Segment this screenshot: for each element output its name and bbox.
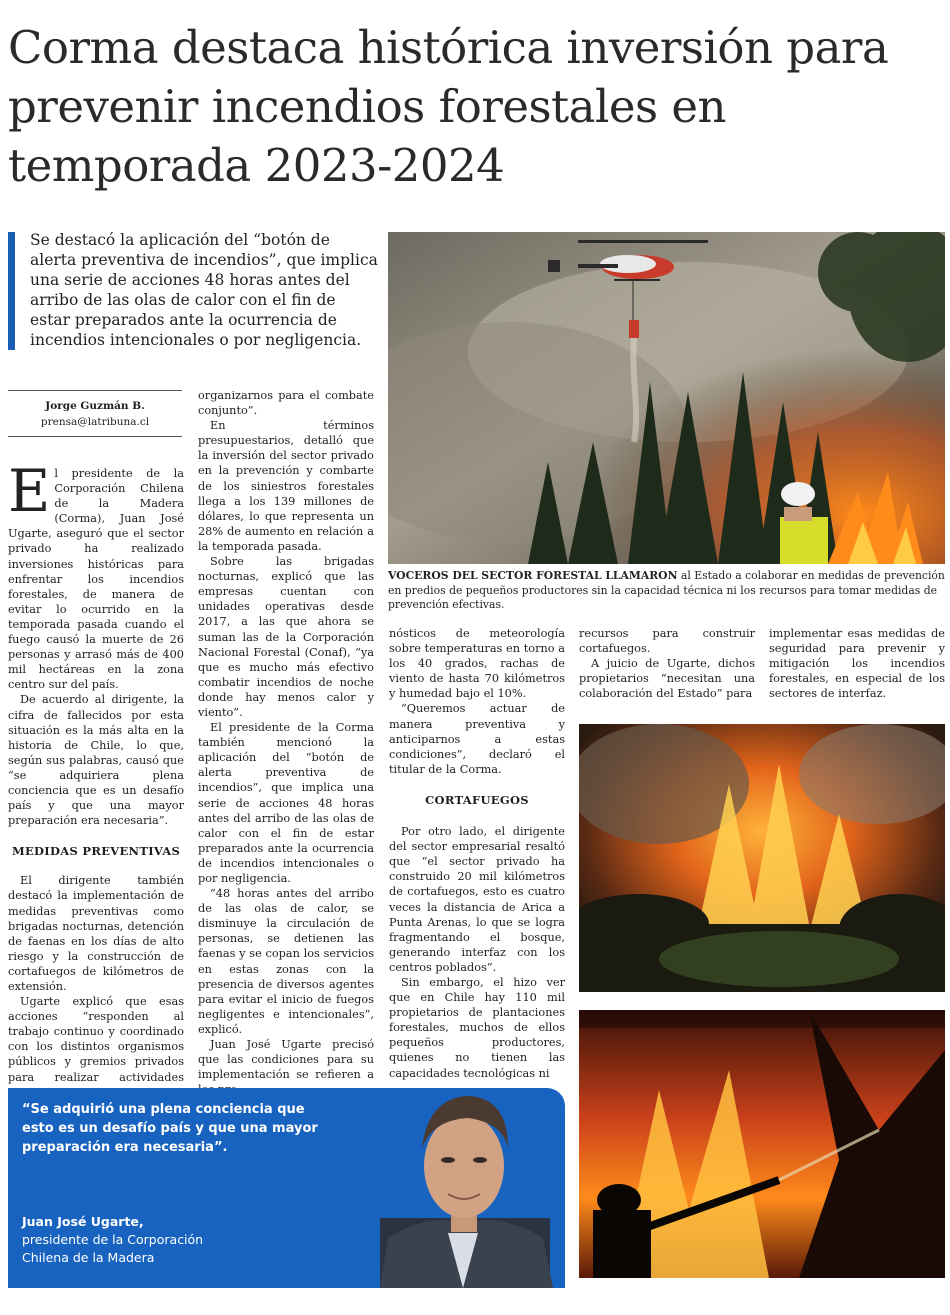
pull-quote-text: “Se adquirió una plena conciencia que esto es un desafío país y que una mayor preparación era necesaria”.: [22, 1102, 318, 1155]
helicopter-fire-image: [388, 232, 945, 564]
lead-accent-bar: [8, 232, 15, 350]
col5-paragraph-1: implementar esas medidas de seguridad para prevenir y mitigación los incendios forestales, en especial de los sectores de interfaz.: [769, 627, 945, 701]
caption-bold-lead: VOCEROS DEL SECTOR FORESTAL LLAMARON: [388, 569, 678, 582]
col1-paragraph-3: El dirigente también destacó la implementación de medidas preventivas como brigadas nocturnas, detención de faenas en los días de alto riesgo y la construcción de cortafuegos de kilómetros de extensión.: [8, 874, 184, 993]
firefighter-image: [579, 1010, 945, 1278]
author-name: Jorge Guzmán B.: [45, 400, 145, 412]
subhead-cortafuegos: CORTAFUEGOS: [425, 792, 529, 807]
photo-firefighter-silhouette: [579, 1010, 945, 1278]
headline: Corma destaca histórica inversión para prevenir incendios forestales en temporada 2023-2024: [8, 21, 889, 192]
photo-caption: [388, 569, 945, 613]
col3-paragraph-2: “Queremos actuar de manera preventiva y anticiparnos a estas condiciones”, declaró el titular de la Corma.: [389, 702, 565, 776]
byline: [8, 398, 182, 430]
col2-paragraph-5: “48 horas antes del arribo de las olas de calor, se disminuye la circulación de personas, se detienen las faenas y se copan los servicios en estas zonas con la presencia de diversos agentes para evitar el inicio de fuegos negligentes e intencionales”, explicó.: [198, 887, 374, 1036]
col1-paragraph-1: l presidente de la Corporación Chilena de la Madera (Corma), Juan José Ugarte, aseguró que el sector privado ha realizado inversiones históricas para enfrentar los incendios forestales, de manera de evitar lo ocurrido en la temporada pasada cuando el fuego causó la muerte de 26 personas y arrasó más de 400 mil hectáreas en la zona centro sur del país.: [8, 467, 184, 692]
quote-author-role: presidente de la Corporación Chilena de la Madera: [22, 1232, 204, 1265]
col3-paragraph-4: Sin embargo, el hizo ver que en Chile hay 110 mil propietarios de plantaciones forestales, muchos de ellos pequeños productores, quienes no tienen las capacidades tecnológicas ni: [389, 975, 565, 1080]
col4-paragraph-1: recursos para construir cortafuegos.: [579, 627, 755, 656]
lead-paragraph: Se destacó la aplicación del “botón de alerta preventiva de incendios”, que implica una serie de acciones 48 horas antes del arribo de las olas de calor con el fin de estar preparados ante la ocurrencia de incendios intencionales o por negligencia.: [30, 231, 378, 349]
col1-paragraph-4: Ugarte explicó que esas acciones “responden al trabajo continuo y coordinado con los distintos organismos públicos y gremios privados para realizar actividades: [8, 995, 184, 1084]
photo-helicopter-forest-fire: [388, 232, 945, 564]
byline-bottom-rule: [8, 436, 182, 437]
article-column-1: [8, 457, 184, 1100]
pull-quote-attribution: [22, 1213, 252, 1267]
col2-paragraph-6: Juan José Ugarte precisó que las condiciones para su implementación se refieren a: [198, 1038, 374, 1082]
author-email: prensa@latribuna.cl: [40, 416, 150, 428]
col2-paragraph-2: En términos presupuestarios, detalló que la inversión del sector privado en la prevención y combarte de los siniestros forestales llega a los 139 millones de dólares, lo que representa un 28% de aumento en relación a la temporada pasada.: [198, 419, 374, 553]
article-column-5: [769, 626, 945, 701]
wildfire-image: [579, 724, 945, 992]
photo-wildfire-trees: [579, 724, 945, 992]
article-column-3: [389, 626, 565, 1081]
col2-paragraph-1: organizarnos para el combate conjunto”.: [198, 389, 374, 418]
col1-paragraph-2: De acuerdo al dirigente, la cifra de fallecidos por esta situación es la más alta en la historia de Chile, lo que, según sus palabras, causó que “se adquiriera plena conciencia que es un desafío país y que una mayor preparación era necesaria”.: [8, 693, 184, 828]
col3-paragraph-3: Por otro lado, el dirigente del sector empresarial resaltó que “el sector privado ha construido 20 mil kilómetros de cortafuegos, esto es cuatro veces la distancia de Arica a Punta Arenas, lo que se logra fragmentando el bosque, generando interfaz con los centros poblados”.: [389, 825, 565, 974]
col3-paragraph-1: nósticos de meteorología sobre temperaturas en torno a los 40 grados, rachas de viento de hasta 70 kilómetros y humedad bajo el 10%.: [389, 627, 565, 701]
col2-paragraph-3: Sobre las brigadas nocturnas, explicó que las empresas cuentan con unidades operativas desde 2017, a las que ahora se suman las de la Corporación Nacional Forestal (Conaf), “ya que es mucho más efectivo combatir incendios de noche donde hay menos calor y viento”.: [198, 555, 374, 719]
article-column-2: [198, 388, 374, 1097]
byline-top-rule: [8, 390, 182, 391]
col2-paragraph-4: El presidente de la Corma también mencionó la aplicación del “botón de alerta preventiva de incendios”, que implica una serie de acciones 48 horas antes del arribo de las olas de calor con el fin de estar preparados ante la ocurrencia de incendios intencionales o por negligencia.: [198, 721, 374, 885]
caption-text: al Estado a colaborar en medidas de prevención en predios de pequeños productores sin la capacidad técnica ni los recursos para tomar medidas de prevención efectivas.: [388, 569, 945, 611]
quote-author-name: Juan José Ugarte,: [22, 1214, 144, 1229]
subhead-medidas-preventivas: MEDIDAS PREVENTIVAS: [11, 844, 181, 859]
drop-cap: E: [8, 457, 51, 525]
col4-paragraph-2: A juicio de Ugarte, dichos propietarios “necesitan una colaboración del Estado” para: [579, 657, 755, 701]
article-column-4: [579, 626, 755, 701]
